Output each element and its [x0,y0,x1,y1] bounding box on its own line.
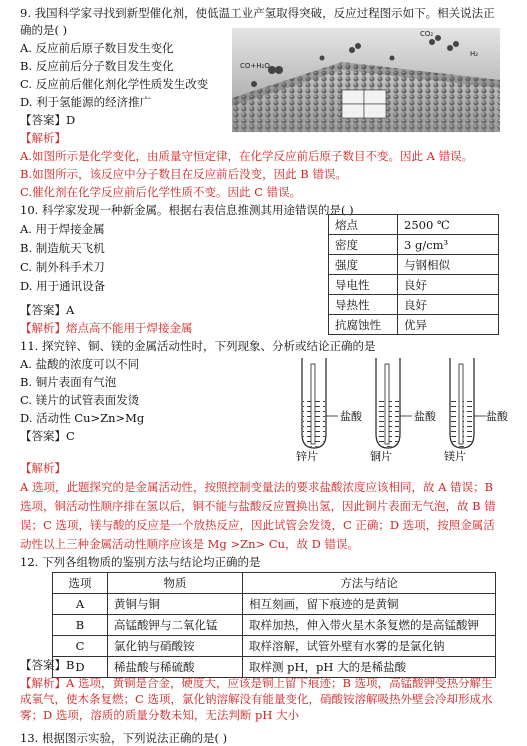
table-cell: B [53,615,108,636]
table-cell: 导电性 [329,275,398,295]
q12-analysis-line3: 雾；D 选项，溶质的质量分数未知，无法判断 pH 大小 [20,708,300,722]
table-cell: C [53,636,108,657]
zinc-label: 锌片 [296,450,318,462]
test-tube-copper [376,358,412,448]
table-row [53,594,496,615]
table-cell: 3 g/cm³ [398,235,499,255]
catalyst-surface-illustration [232,28,500,132]
q12-analysis-line2: 成氧气，使木条复燃；C 选项，氯化钠溶解没有能量变化，硝酸铵溶解吸热外壁会冷却形成水 [20,692,493,706]
table-row [329,295,499,315]
table-row [53,615,496,636]
q11-option-c: C. 镁片的试管表面发烫 [20,393,140,407]
table-cell: 优异 [398,315,499,335]
q11-analysis-line1: A 选项，此题探究的是金属活动性，按照控制变量法的要求盐酸浓度应该相同，故 A 错误；B [20,480,494,494]
q11-analysis-line3: 误；C 选项，镁与酸的反应是一个放热反应，因此试管会发烫，C 正确；D 选项，按照金属活 [20,518,495,532]
table-cell: 取样测 pH，pH 大的是稀盐酸 [243,657,496,678]
table-cell: 相互刻画，留下痕迹的是黄铜 [243,594,496,615]
product-label-co2: CO₂ [420,30,434,38]
q10-stem: 10. 科学家发现一种新金属。根据右表信息推测其用途错误的是( ) [20,203,354,217]
test-tube-zinc [302,358,338,448]
table-row [329,255,499,275]
table-row [329,275,499,295]
table-cell: 密度 [329,235,398,255]
reactant-label: CO+H₂O [240,62,270,70]
table-cell: 导热性 [329,295,398,315]
q10-option-b: B. 制造航天飞机 [20,241,105,255]
table-cell: 取样加热，伸入带火星木条复燃的是高锰酸钾 [243,615,496,636]
table-row [53,657,496,678]
q10-analysis: 【解析】熔点高不能用于焊接金属 [20,321,193,335]
table-cell: 氯化钠与硝酸铵 [108,636,243,657]
header-method: 方法与结论 [243,573,496,594]
q9-option-d: D. 利于氢能源的经济推广 [20,95,152,109]
product-label-h2: H₂ [470,50,479,58]
tube1-hcl-label: 盐酸 [340,410,362,423]
q11-stem: 11. 探究锌、铜、镁的金属活动性时，下列现象、分析或结论正确的是 [20,339,376,353]
q9-option-c: C. 反应前后催化剂化学性质发生改变 [20,77,209,91]
header-option: 选项 [53,573,108,594]
q10-option-a: A. 用于焊接金属 [20,222,105,236]
table-cell: 稀盐酸与稀硫酸 [108,657,243,678]
magnesium-label: 镁片 [444,450,466,462]
q11-analysis-label: 【解析】 [20,461,66,475]
tube3-hcl-label: 盐酸 [486,410,508,423]
table-cell: 取样溶解，试管外壁有水雾的是氯化钠 [243,636,496,657]
q12-stem: 12. 下列各组物质的鉴别方法与结论均正确的是 [20,555,261,569]
header-substance: 物质 [108,573,243,594]
q11-analysis-line2: 选项，铜活动性顺序排在氢以后，铜不能与盐酸反应置换出氢，因此铜片表面无气泡，故 B 错 [20,499,496,513]
table-cell: 良好 [398,295,499,315]
q9-option-a: A. 反应前后原子数目发生变化 [20,41,174,55]
q9-stem-line1: 9. 我国科学家寻找到新型催化剂，使低温工业产氢取得突破，反应过程图示如下。相关说法正 [20,6,495,20]
table-row [53,636,496,657]
q10-option-c: C. 制外科手术刀 [20,260,105,274]
table-cell: 2500 ℃ [398,215,499,235]
table-cell: 熔点 [329,215,398,235]
q12-analysis-line1: 【解析】A 选项，黄铜是合金，硬度大，应该是铜上留下痕迹；B 选项，高锰酸钾受热分解生 [20,676,493,690]
table-cell: A [53,594,108,615]
test-tube-diagram [290,354,510,462]
test-tube-magnesium [450,358,486,448]
copper-label: 铜片 [370,450,392,462]
table-row [329,315,499,335]
q9-analysis-b: B.如图所示，该反应中分子数目在反应前后没变，因此 B 错误。 [20,167,347,181]
metal-properties-table [328,214,499,335]
q10-option-d: D. 用于通讯设备 [20,279,106,293]
identification-table [52,572,496,678]
q9-analysis-label: 【解析】 [20,131,66,145]
table-cell: D [53,657,108,678]
q9-analysis-a: A.如图所示是化学变化，由质量守恒定律，在化学反应前后原子数目不变。因此 A 错误。 [20,149,474,163]
q11-option-d: D. 活动性 Cu>Zn>Mg [20,411,145,425]
table-header-row [53,573,496,594]
q9-option-b: B. 反应前后分子数目发生变化 [20,59,174,73]
table-cell: 良好 [398,275,499,295]
q13-stem: 13. 根据图示实验，下列说法正确的是( ) [20,731,228,745]
table-cell: 与钢相似 [398,255,499,275]
table-row [329,215,499,235]
catalyst-reaction-image [232,28,500,132]
table-cell: 高锰酸钾与二氧化锰 [108,615,243,636]
q12-answer: 【答案】B [20,658,75,672]
q9-stem-line2: 确的是( ) [20,23,68,37]
table-row [329,235,499,255]
q11-option-a: A. 盐酸的浓度可以不同 [20,357,140,371]
q11-answer: 【答案】C [20,429,75,443]
table-cell: 强度 [329,255,398,275]
q11-option-b: B. 铜片表面有气泡 [20,375,117,389]
tube2-hcl-label: 盐酸 [414,410,436,423]
q9-analysis-c: C.催化剂在化学反应前后化学性质不变。因此 C 错误。 [20,185,302,199]
q10-answer: 【答案】A [20,303,75,317]
table-cell: 黄铜与铜 [108,594,243,615]
q11-analysis-line4: 动性以上三种金属活动性顺序应该是 Mg >Zn> Cu，故 D 错误。 [20,537,360,551]
q9-answer: 【答案】D [20,113,76,127]
table-cell: 抗腐蚀性 [329,315,398,335]
